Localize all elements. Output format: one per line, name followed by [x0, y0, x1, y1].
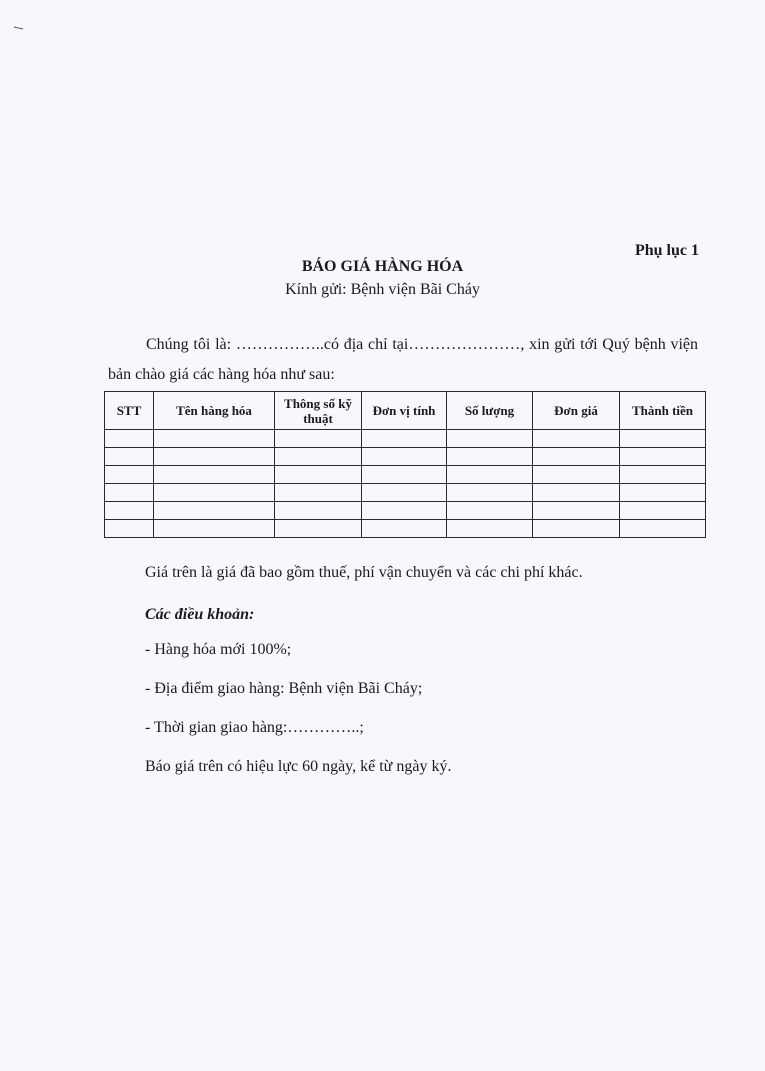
table-cell: [105, 448, 154, 466]
table-cell: [275, 430, 362, 448]
table-row: [105, 484, 706, 502]
table-row: [105, 502, 706, 520]
quote-table: [104, 391, 706, 538]
terms-heading: Các điều khoản:: [145, 606, 255, 623]
header-total: Thành tiền: [620, 392, 706, 430]
table-cell: [154, 430, 275, 448]
table-cell: [362, 466, 447, 484]
term-item: - Hàng hóa mới 100%;: [145, 641, 292, 658]
table-cell: [533, 502, 620, 520]
table-cell: [105, 466, 154, 484]
header-unit-price: Đơn giá: [533, 392, 620, 430]
table-cell: [154, 484, 275, 502]
table-cell: [620, 520, 706, 538]
table-cell: [533, 484, 620, 502]
header-unit: Đơn vị tính: [362, 392, 447, 430]
table-cell: [620, 466, 706, 484]
table-cell: [447, 448, 533, 466]
table-cell: [447, 430, 533, 448]
table-cell: [447, 466, 533, 484]
term-item: - Thời gian giao hàng:…………..;: [145, 719, 364, 736]
appendix-label: Phụ lục 1: [634, 242, 699, 259]
table-row: [105, 520, 706, 538]
scan-speck-mark: [14, 26, 24, 30]
table-cell: [447, 502, 533, 520]
table-cell: [533, 466, 620, 484]
intro-paragraph: Chúng tôi là: ……………..có địa chỉ tại…………………, xin gửi tới Quý bệnh viện bản chào giá các hàng hóa như sau:: [108, 336, 698, 383]
table-cell: [362, 520, 447, 538]
table-cell: [447, 484, 533, 502]
table-cell: [620, 502, 706, 520]
table-header-row: [105, 392, 706, 430]
recipient-line: Kính gửi: Bệnh viện Bãi Cháy: [285, 281, 480, 298]
table-cell: [105, 502, 154, 520]
header-quantity: Số lượng: [447, 392, 533, 430]
header-specifications: Thông số kỹ thuật: [275, 392, 362, 430]
table-cell: [620, 448, 706, 466]
table-cell: [275, 448, 362, 466]
table-cell: [154, 448, 275, 466]
table-cell: [533, 520, 620, 538]
validity-note: Báo giá trên có hiệu lực 60 ngày, kể từ ngày ký.: [145, 758, 452, 775]
table-cell: [362, 502, 447, 520]
table-row: [105, 448, 706, 466]
table-body: [105, 430, 706, 538]
table-cell: [154, 502, 275, 520]
table-cell: [105, 484, 154, 502]
table-cell: [533, 430, 620, 448]
table-cell: [362, 484, 447, 502]
term-item: - Địa điểm giao hàng: Bệnh viện Bãi Cháy;: [145, 680, 423, 697]
header-stt: STT: [105, 392, 154, 430]
table-cell: [275, 484, 362, 502]
price-note: Giá trên là giá đã bao gồm thuế, phí vận chuyển và các chi phí khác.: [145, 564, 583, 581]
table-cell: [275, 502, 362, 520]
table-row: [105, 466, 706, 484]
table-cell: [447, 520, 533, 538]
table-row: [105, 430, 706, 448]
table-cell: [362, 448, 447, 466]
table-cell: [105, 430, 154, 448]
table-cell: [154, 466, 275, 484]
table-cell: [533, 448, 620, 466]
table-cell: [275, 520, 362, 538]
table-cell: [620, 430, 706, 448]
table-cell: [154, 520, 275, 538]
document-title: BÁO GIÁ HÀNG HÓA: [301, 258, 464, 275]
header-item-name: Tên hàng hóa: [154, 392, 275, 430]
table-cell: [105, 520, 154, 538]
table-cell: [275, 466, 362, 484]
table-cell: [620, 484, 706, 502]
table-cell: [362, 430, 447, 448]
